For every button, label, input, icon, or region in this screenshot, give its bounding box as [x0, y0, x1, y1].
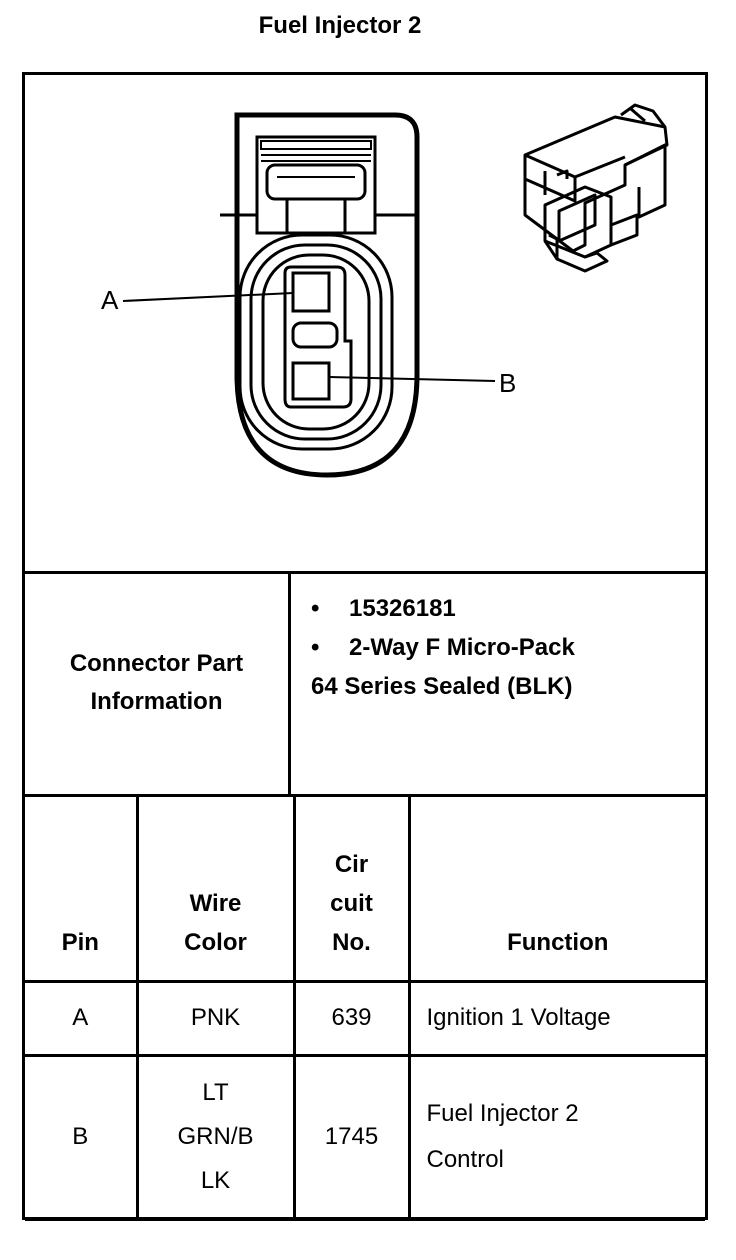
circuit-cell: 1745 — [294, 1055, 409, 1219]
latch-inner — [261, 141, 371, 149]
connector-face-drawing — [25, 75, 705, 571]
function-cell: Ignition 1 Voltage — [409, 981, 705, 1055]
connector-part-info-label — [25, 571, 291, 794]
pin-a-label: A — [101, 285, 119, 315]
header-circuit-no: Cir cuit No. — [294, 794, 409, 981]
part-number-line — [311, 589, 705, 628]
seal-ring-inner — [263, 255, 369, 429]
wire-color-cell: LT GRN/B LK — [137, 1055, 294, 1219]
pin-cell: B — [25, 1055, 137, 1219]
bullet-icon: • — [311, 595, 320, 622]
connector-diagram — [25, 75, 705, 574]
latch-outer — [257, 137, 375, 233]
pin-b-leader — [329, 377, 495, 381]
header-pin: Pin — [25, 794, 137, 981]
circuit-cell: 639 — [294, 981, 409, 1055]
bullet-icon: • — [311, 634, 320, 661]
pin-a-leader — [123, 293, 293, 301]
terminal-b — [293, 363, 329, 399]
wire-color-cell: PNK — [137, 981, 294, 1055]
info-label-line1: Connector Part — [69, 649, 244, 677]
pin-cell: A — [25, 981, 137, 1055]
header-function: Function — [409, 794, 705, 981]
pinout-header-row — [25, 794, 705, 981]
description-line1 — [311, 628, 705, 667]
cavity-housing — [285, 267, 351, 407]
description-line2: 64 Series Sealed (BLK) — [311, 673, 573, 700]
latch-tab — [267, 165, 365, 199]
table-row — [25, 981, 705, 1055]
latch-stem — [287, 199, 345, 233]
header-wire-color: Wire Color — [137, 794, 294, 981]
page-title: Fuel Injector 2 — [258, 12, 422, 39]
connector-part-info-value — [291, 571, 705, 794]
part-number: 15326181 — [349, 595, 456, 622]
pinout-table — [25, 794, 705, 1221]
connector-isometric-drawing — [525, 105, 667, 271]
terminal-a — [293, 273, 329, 311]
pin-b-label: B — [499, 368, 517, 398]
info-label-line2: Information — [90, 687, 223, 715]
connector-part-info-row — [25, 571, 705, 797]
connector-type: 2-Way F Micro-Pack — [349, 634, 575, 661]
center-key — [293, 323, 337, 347]
function-cell: Fuel Injector 2 Control — [409, 1055, 705, 1219]
table-row — [25, 1055, 705, 1219]
connector-sheet — [22, 72, 708, 1220]
